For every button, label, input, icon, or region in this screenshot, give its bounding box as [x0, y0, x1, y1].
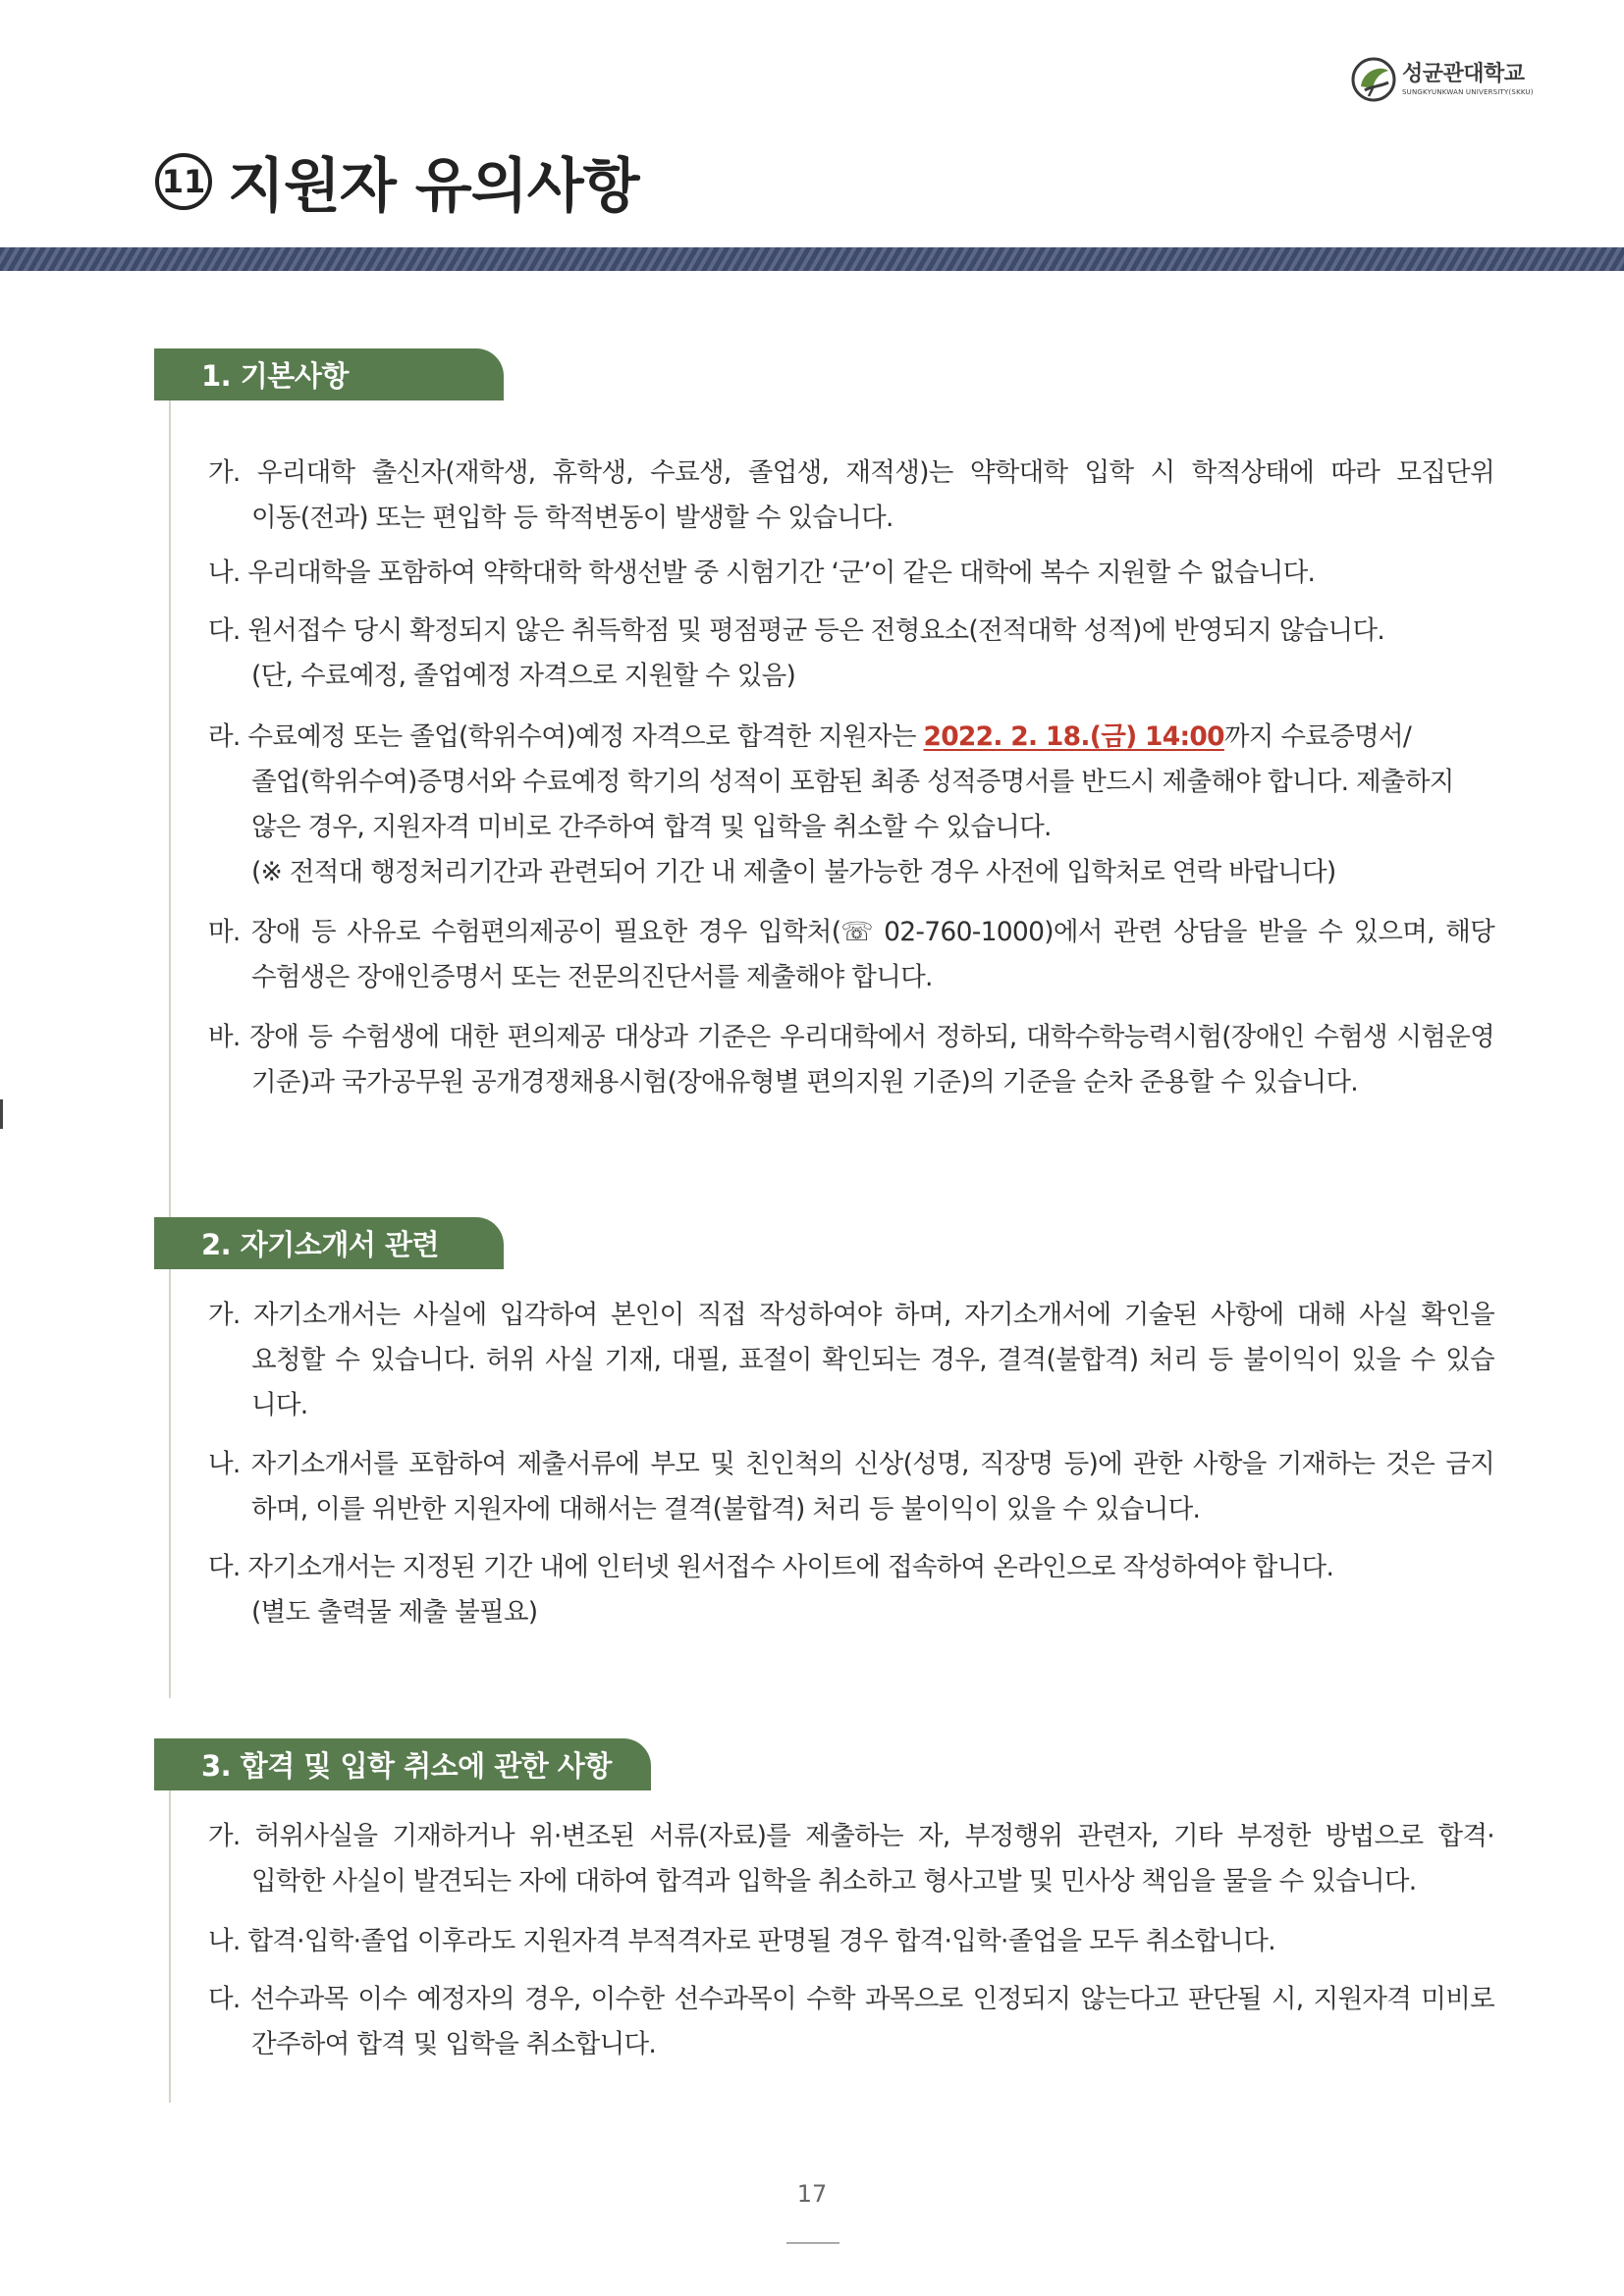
section-2-item-ga — [208, 1293, 1494, 1428]
header-band — [0, 247, 1624, 271]
section-3-item-da — [208, 1977, 1494, 2067]
item-line: 않은 경우, 지원자격 미비로 간주하여 합격 및 입학을 취소할 수 있습니다. — [251, 812, 1052, 842]
item-text: 라. 수료예정 또는 졸업(학위수여)예정 자격으로 합격한 지원자는 — [208, 721, 924, 752]
item-line: 가. 자기소개서는 사실에 입각하여 본인이 직접 작성하여야 하며, 자기소개서에 기술된 사항에 대해 사실 확인을 — [208, 1300, 1494, 1330]
item-line: 이동(전과) 또는 편입학 등 학적변동이 발생할 수 있습니다. — [251, 503, 893, 533]
section-2-header: 2. 자기소개서 관련 — [154, 1217, 504, 1269]
item-line: (※ 전적대 행정처리기간과 관련되어 기간 내 제출이 불가능한 경우 사전에 입학처로 연락 바랍니다) — [251, 857, 1336, 887]
logo-name-kr: 성균관대학교 — [1402, 61, 1525, 86]
section-1-item-da — [208, 609, 1494, 699]
page-number-rule — [786, 2242, 839, 2244]
page-number: 17 — [796, 2180, 828, 2208]
section-1-item-ma — [208, 910, 1494, 1000]
item-line: 하며, 이를 위반한 지원자에 대해서는 결격(불합격) 처리 등 불이익이 있을 수 있습니다. — [251, 1494, 1201, 1524]
section-2-item-da — [208, 1545, 1494, 1635]
title-text: 지원자 유의사항 — [228, 152, 639, 221]
item-line: 가. 우리대학 출신자(재학생, 휴학생, 수료생, 졸업생, 재적생)는 약학대학 입학 시 학적상태에 따라 모집단위 — [208, 457, 1494, 488]
section-2-item-na — [208, 1442, 1494, 1532]
section-1-item-ga — [208, 451, 1494, 541]
item-line: 가. 허위사실을 기재하거나 위·변조된 서류(자료)를 제출하는 자, 부정행위 관련자, 기타 부정한 방법으로 합격· — [208, 1821, 1494, 1851]
item-line: 니다. — [251, 1390, 308, 1420]
section-3-guide-line — [169, 1789, 171, 2103]
item-line: 마. 장애 등 사유로 수험편의제공이 필요한 경우 입학처(☏ 02-760-1000)에서 관련 상담을 받을 수 있으며, 해당 — [208, 917, 1494, 947]
item-line: 다. 자기소개서는 지정된 기간 내에 인터넷 원서접수 사이트에 접속하여 온라인으로 작성하여야 합니다. — [208, 1552, 1334, 1582]
item-line: 수험생은 장애인증명서 또는 전문의진단서를 제출해야 합니다. — [251, 962, 933, 992]
section-1-item-ra — [208, 715, 1494, 895]
item-text: 까지 수료증명서/ — [1223, 721, 1412, 752]
university-logo — [1351, 57, 1534, 102]
section-3-item-ga — [208, 1814, 1494, 1904]
item-line: 간주하여 합격 및 입학을 취소합니다. — [251, 2029, 657, 2059]
item-line: (단, 수료예정, 졸업예정 자격으로 지원할 수 있음) — [251, 661, 796, 691]
item-line: 나. 합격·입학·졸업 이후라도 지원자격 부적격자로 판명될 경우 합격·입학·졸업을 모두 취소합니다. — [208, 1926, 1275, 1956]
item-line: 기준)과 국가공무원 공개경쟁채용시험(장애유형별 편의지원 기준)의 기준을 순차 준용할 수 있습니다. — [251, 1067, 1359, 1097]
deadline-highlight: 2022. 2. 18.(금) 14:00 — [923, 721, 1224, 752]
item-line: 나. 자기소개서를 포함하여 제출서류에 부모 및 친인척의 신상(성명, 직장명 등)에 관한 사항을 기재하는 것은 금지 — [208, 1449, 1494, 1479]
item-line: 나. 우리대학을 포함하여 약학대학 학생선발 중 시험기간 ‘군’이 같은 대학에 복수 지원할 수 없습니다. — [208, 558, 1316, 588]
title-number-badge: 11 — [155, 153, 212, 210]
margin-tick — [0, 1099, 3, 1129]
ginkgo-leaf-icon — [1351, 57, 1396, 102]
item-line: 요청할 수 있습니다. 허위 사실 기재, 대필, 표절이 확인되는 경우, 결격(불합격) 처리 등 불이익이 있을 수 있습 — [251, 1345, 1494, 1375]
item-line: 다. 선수과목 이수 예정자의 경우, 이수한 선수과목이 수학 과목으로 인정되지 않는다고 판단될 시, 지원자격 미비로 — [208, 1984, 1494, 2014]
section-2-guide-line — [169, 1266, 171, 1698]
logo-name-en: SUNGKYUNKWAN UNIVERSITY(SKKU) — [1402, 87, 1534, 96]
item-line — [208, 715, 1494, 760]
page-title — [155, 139, 639, 224]
item-line: 바. 장애 등 수험생에 대한 편의제공 대상과 기준은 우리대학에서 정하되, 대학수학능력시험(장애인 수험생 시험운영 — [208, 1022, 1494, 1052]
section-1-item-na — [208, 551, 1494, 596]
section-1-guide-line — [169, 397, 171, 1229]
item-line: (별도 출력물 제출 불필요) — [251, 1597, 538, 1628]
section-3-header: 3. 합격 및 입학 취소에 관한 사항 — [154, 1738, 651, 1790]
section-1-item-ba — [208, 1015, 1494, 1105]
section-1-header: 1. 기본사항 — [154, 348, 504, 400]
item-line: 다. 원서접수 당시 확정되지 않은 취득학점 및 평점평균 등은 전형요소(전적대학 성적)에 반영되지 않습니다. — [208, 615, 1385, 646]
section-3-item-na — [208, 1919, 1494, 1964]
item-line: 입학한 사실이 발견되는 자에 대하여 합격과 입학을 취소하고 형사고발 및 민사상 책임을 물을 수 있습니다. — [251, 1866, 1417, 1896]
item-line: 졸업(학위수여)증명서와 수료예정 학기의 성적이 포함된 최종 성적증명서를 반드시 제출해야 합니다. 제출하지 — [251, 767, 1454, 797]
